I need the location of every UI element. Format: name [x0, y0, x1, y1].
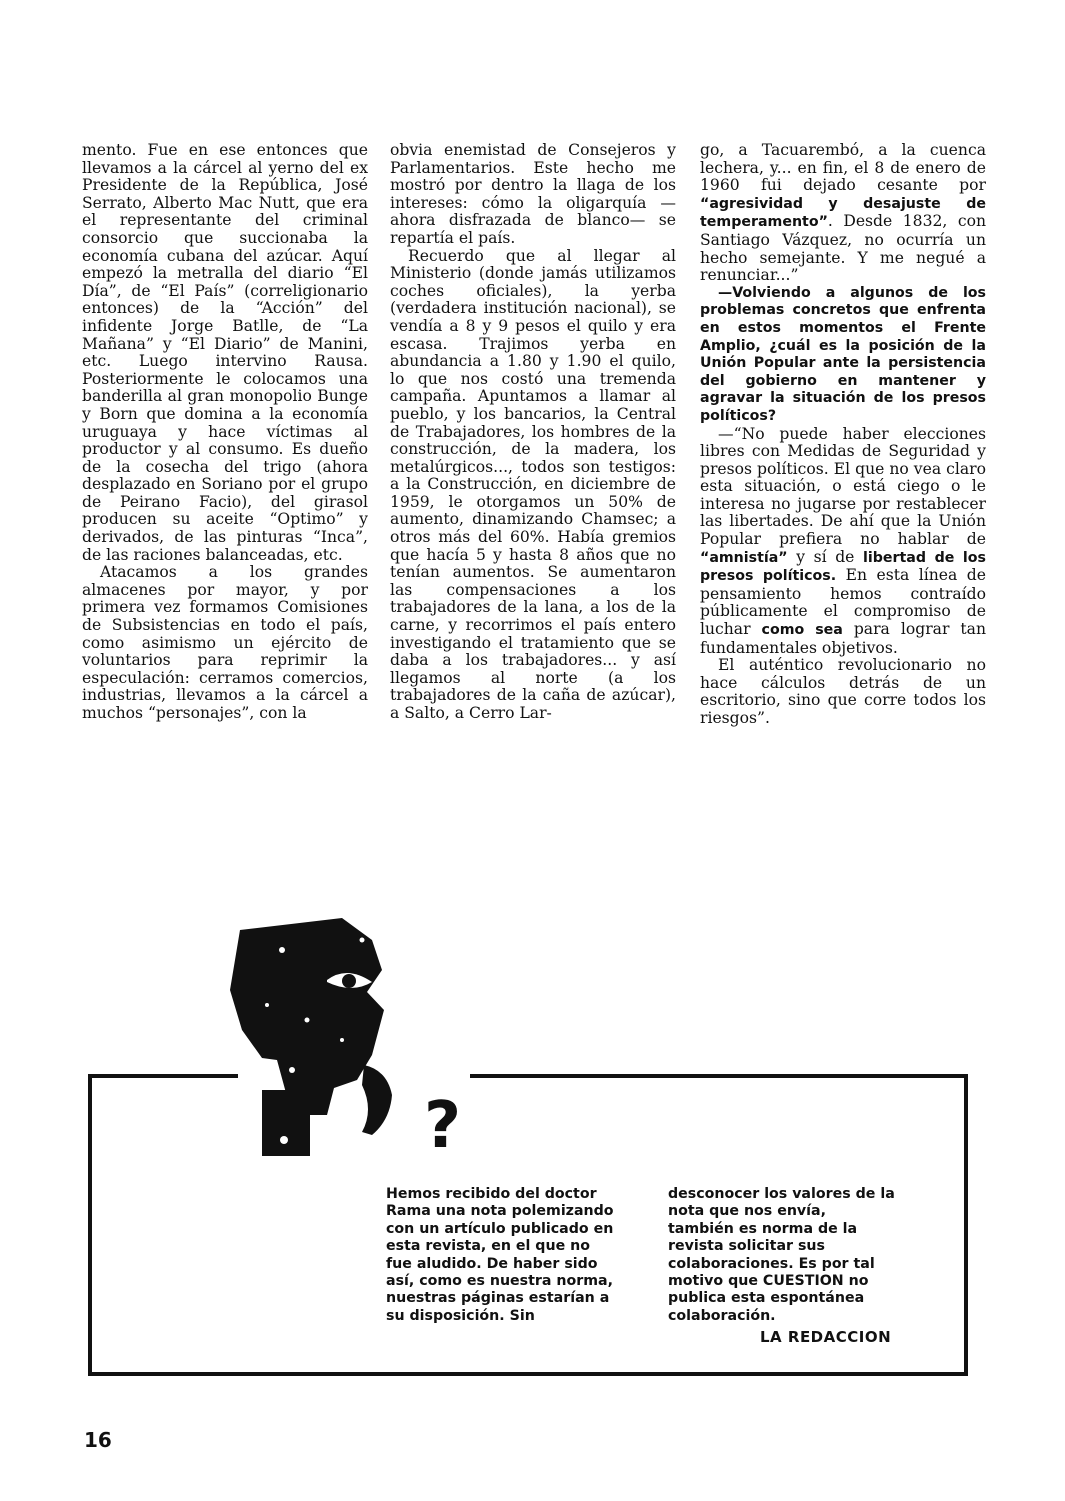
text-run: y sí de [787, 547, 863, 566]
article-column-3 [700, 142, 986, 728]
question-mark: ? [424, 1089, 462, 1163]
text-run: En esta línea de pensamiento hemos contraído públicamente el compromiso de luchar [700, 566, 986, 639]
paragraph [700, 142, 986, 285]
text-run: —“No puede haber elecciones libres con Medidas de Seguridad y presos políticos. El que no vea claro esta situación, o está ciego o le interesa no jugarse por restablecer las libertades. De ahí que la Unión Popular prefiera no hablar de [700, 424, 986, 549]
head-illustration [222, 910, 422, 1160]
quote-emphasis: libertad de los presos políticos. [700, 549, 986, 585]
paragraph: El auténtico revolucionario no hace cálculos detrás de un escritorio, sino que corre todos los riesgos”. [700, 656, 986, 727]
frame-top-rule-left [88, 1074, 238, 1078]
frame-top-rule-right [470, 1074, 968, 1078]
quote-emphasis: “amnistía” [700, 549, 788, 566]
page-number: 16 [84, 1428, 112, 1452]
paragraph: Recuerdo que al llegar al Ministerio (donde jamás utilizamos coches oficiales), la yerba (verdadera institución nacional), se vendía a 8 y 9 pesos el quilo y era escasa. Trajimos yerba en abundancia a 1.80 y 1.90 el quilo, lo que nos costó una tremenda campaña. Apuntamos a llamar al pueblo, y los bancarios, la Central de Trabajadores, los hombres de la construcción, de la madera, los metalúrgicos..., todos son testigos: a la Construcción, en diciembre de 1959, le otorgamos un 50% de aumento, dinamizando Chamsec; a otros más del 60%. Había gremios que hacía 5 y hasta 8 años que no tenían aumentos. Se aumentaron las compensaciones a los trabajadores de la lana, a los de la carne, y recorrimos el país entero investigando el tratamiento que se daba a los trabajadores... y así llegamos al norte (a los trabajadores de la caña de azúcar), a Salto, a Cerro Lar- [390, 246, 676, 722]
paragraph: obvia enemistad de Consejeros y Parlamentarios. Este hecho me mostró por dentro la llaga de los intereses: cómo la oligarquía —ahora disfrazada de blanco— se repartía el país. [390, 141, 676, 247]
interview-question: —Volviendo a algunos de los problemas concretos que enfrenta en estos momentos el Frente Amplio, ¿cuál es la posición de la Unión Popular ante la persistencia del gobierno en mantener y agravar la situación de los presos políticos? [700, 284, 986, 424]
paragraph: mento. Fue en ese entonces que llevamos a la cárcel al yerno del ex Presidente de la República, José Serrato, Alberto Mac Nutt, que era el representante del criminal consorcio que succionaba la economía cubana del azúcar. Aquí empezó la metralla del diario “El Día”, de “El País” (correligionario entonces) de la “Acción” del infidente Jorge Batlle, de “La Mañana” y “El Diario” de Manini, etc. Luego intervino Rausa. Posteriormente le colocamos una banderilla al gran monopolio Bunge y Born que domina a la economía uruguaya y hace víctimas al productor y al consumo. Es dueño de la cosecha del trigo (ahora desplazado en Soriano por el grupo de Peirano Facio), del girasol producen su aceite “Optimo” y derivados, de las pinturas “Inca”, de las raciones balanceadas, etc. [82, 141, 368, 564]
signature: LA REDACCION [760, 1328, 892, 1346]
note-text-left: Hemos recibido del doctor Rama una nota polemizando con un artículo publicado en esta revista, en el que no fue aludido. De haber sido así, como es nuestra norma, nuestras páginas estarían a su disposición. Sin [386, 1186, 614, 1324]
article-column-1 [82, 142, 368, 723]
quote-emphasis: como sea [761, 622, 843, 639]
text-run: . Desde 1832, con Santiago Vázquez, no ocurría un hecho semejante. Y me negué a renunciar...” [700, 212, 986, 285]
text-run: go, a Tacuarembó, a la cuenca lechera, y... en fin, el 8 de enero de 1960 fui dejado cesante por [700, 141, 986, 195]
note-text-right: desconocer los valores de la nota que nos envía, también es norma de la revista solicitar sus colaboraciones. Es por tal motivo que CUESTION no publica esta espontánea colaboración. [668, 1186, 895, 1324]
article-column-2 [390, 142, 676, 723]
paragraph [700, 426, 986, 658]
text-run: para lograr tan fundamentales objetivos. [700, 620, 986, 657]
paragraph: Atacamos a los grandes almacenes por mayor, y por primera vez formamos Comisiones de Subsistencias en todo el país, como asimismo un ejército de voluntarios para reprimir la especulación: cerramos comercios, industrias, llevamos a la cárcel a muchos “personajes”, con la [82, 563, 368, 722]
quote-emphasis: “agresividad y desajuste de temperamento” [700, 195, 986, 231]
